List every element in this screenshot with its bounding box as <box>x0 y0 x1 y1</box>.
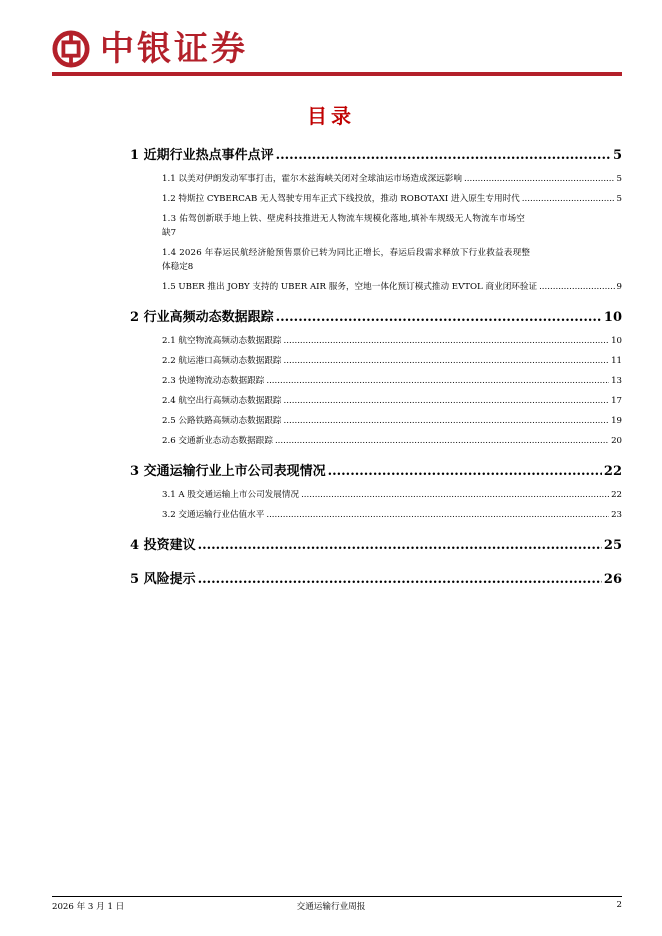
toc-page-number: 26 <box>603 572 622 587</box>
toc-page-number: 23 <box>611 510 622 520</box>
toc-section-label: 3 交通运输行业上市公司表现情况 <box>130 464 326 479</box>
toc-item-label: 1.1 以美对伊朗发动军事打击，霍尔木兹海峡关闭对全球油运市场造成深远影响 <box>162 174 462 184</box>
footer-date: 2026 年 3 月 1 日 <box>52 902 125 912</box>
toc-page-number: 5 <box>612 148 622 163</box>
toc-item-label: 2.2 航运港口高频动态数据跟踪 <box>162 356 282 366</box>
toc-leader <box>328 462 602 482</box>
toc-leader <box>266 508 609 522</box>
toc-item-1-2[interactable] <box>162 192 622 206</box>
toc-page-number: 13 <box>611 376 622 386</box>
toc-section-3[interactable] <box>130 462 622 482</box>
toc-item-label-continued: 体稳定 <box>162 262 188 272</box>
header-rule <box>52 72 622 76</box>
toc-title: 目录 <box>307 104 355 128</box>
toc-leader <box>284 354 610 368</box>
toc-item-label: 2.1 航空物流高频动态数据跟踪 <box>162 336 282 346</box>
toc-leader <box>522 192 615 206</box>
toc-page-number: 11 <box>611 356 622 366</box>
toc-section-label: 4 投资建议 <box>130 538 196 553</box>
toc-page-number: 19 <box>611 416 622 426</box>
toc-page-number: 10 <box>603 310 622 325</box>
toc-item-1-1[interactable] <box>162 172 622 186</box>
footer-rule <box>52 896 622 897</box>
toc-item-label: 1.2 特斯拉 CYBERCAB 无人驾驶专用车正式下线投放，推动 ROBOTAXI 进入原生专用时代 <box>162 194 520 204</box>
toc-page-number: 22 <box>611 490 622 500</box>
toc-item-label: 2.4 航空出行高频动态数据跟踪 <box>162 396 282 406</box>
toc-section-5[interactable] <box>130 570 622 590</box>
toc-section-1[interactable] <box>130 146 622 166</box>
toc-section-label: 5 风险提示 <box>130 572 196 587</box>
toc-item-label: 3.1 A 股交通运输上市公司发展情况 <box>162 490 300 500</box>
toc-item-1-5[interactable] <box>162 280 622 294</box>
toc-page-number: 7 <box>170 228 177 238</box>
toc-item-label: 2.3 快递物流动态数据跟踪 <box>162 376 265 386</box>
toc-section-4[interactable] <box>130 536 622 556</box>
toc-item-label: 3.2 交通运输行业估值水平 <box>162 510 265 520</box>
toc-leader <box>284 334 610 348</box>
toc-leader <box>276 146 611 166</box>
toc-item-1-4[interactable] <box>162 246 622 274</box>
toc-item-2-3[interactable] <box>162 374 622 388</box>
toc-item-1-3[interactable] <box>162 212 622 240</box>
toc-item-label: 1.3 佑驾创新联手地上铁、壁虎科技推进无人物流车规模化落地,填补车规级无人物流车市场空 <box>162 214 526 224</box>
toc-item-label: 1.4 2026 年春运民航经济舱预售票价已转为同比正增长，春运后段需求释放下行业救益表现整 <box>162 248 531 258</box>
toc-leader <box>301 488 609 502</box>
toc-leader <box>284 414 610 428</box>
toc-item-2-2[interactable] <box>162 354 622 368</box>
toc-item-label-continued: 缺 <box>162 228 171 238</box>
toc-leader <box>275 434 609 448</box>
toc-item-label: 1.5 UBER 推出 JOBY 支持的 UBER AIR 服务，空地一体化预订模式推动 EVTOL 商业闭环验证 <box>162 282 538 292</box>
toc-page-number: 8 <box>187 262 194 272</box>
toc-section-2[interactable] <box>130 308 622 328</box>
toc-page-number: 17 <box>611 396 622 406</box>
page-header <box>52 28 622 70</box>
toc-item-2-5[interactable] <box>162 414 622 428</box>
toc-page-number: 9 <box>616 282 622 292</box>
toc-leader <box>284 394 610 408</box>
toc-page-number: 20 <box>611 436 622 446</box>
toc-leader <box>266 374 609 388</box>
table-of-contents <box>130 146 622 596</box>
footer-report-title: 交通运输行业周报 <box>296 902 366 912</box>
toc-leader <box>198 570 602 590</box>
toc-item-label: 2.5 公路铁路高频动态数据跟踪 <box>162 416 282 426</box>
brand-name: 中银证券 <box>100 29 248 69</box>
toc-item-2-6[interactable] <box>162 434 622 448</box>
toc-leader <box>276 308 602 328</box>
footer-page-number: 2 <box>616 900 622 910</box>
toc-page-number: 22 <box>603 464 622 479</box>
toc-leader <box>198 536 602 556</box>
toc-item-2-1[interactable] <box>162 334 622 348</box>
toc-section-label: 1 近期行业热点事件点评 <box>130 148 274 163</box>
toc-item-3-1[interactable] <box>162 488 622 502</box>
bank-of-china-logo-icon <box>52 30 90 68</box>
toc-leader <box>464 172 615 186</box>
toc-item-3-2[interactable] <box>162 508 622 522</box>
toc-section-label: 2 行业高频动态数据跟踪 <box>130 310 274 325</box>
toc-page-number: 5 <box>616 174 622 184</box>
toc-page-number: 10 <box>611 336 622 346</box>
toc-item-label: 2.6 交通新业态动态数据跟踪 <box>162 436 273 446</box>
toc-leader <box>539 280 614 294</box>
toc-page-number: 5 <box>616 194 622 204</box>
toc-item-2-4[interactable] <box>162 394 622 408</box>
toc-page-number: 25 <box>603 538 622 553</box>
